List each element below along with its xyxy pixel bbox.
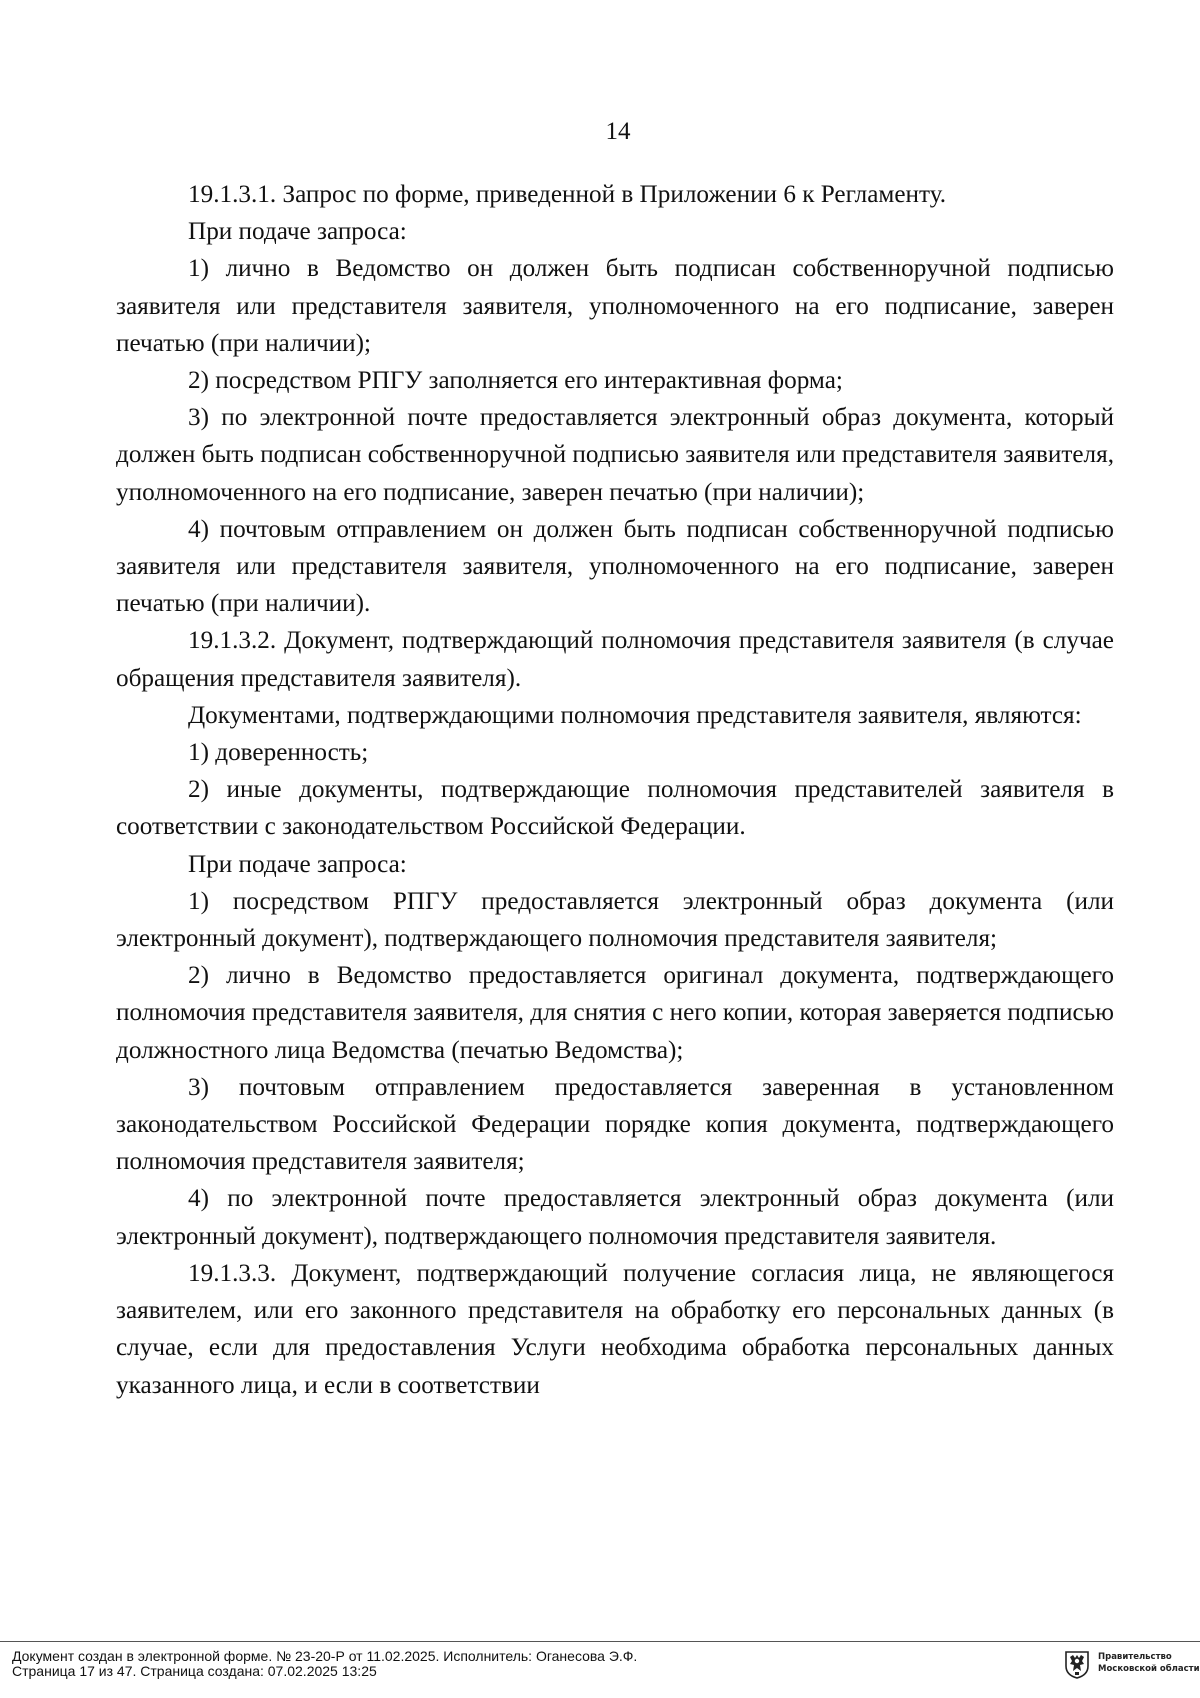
- page-number: 14: [605, 118, 631, 145]
- government-name: Правительство Московской области: [1098, 1652, 1200, 1674]
- paragraph: 1) лично в Ведомство он должен быть подписан собственноручной подписью заявителя или представителя заявителя, уполномоченного на его подписание, заверен печатью (при наличии);: [116, 255, 1114, 357]
- paragraph: При подаче запроса:: [188, 850, 407, 878]
- paragraph: 4) почтовым отправлением он должен быть подписан собственноручной подписью заявителя или представителя заявителя, уполномоченного на его подписание, заверен печатью (при наличии).: [116, 515, 1114, 618]
- paragraph: 2) лично в Ведомство предоставляется оригинал документа, подтверждающего полномочия представителя заявителя, для снятия с него копии, которая заверяется подписью должностного лица Ведомства (печатью Ведомства);: [116, 962, 1114, 1064]
- paragraph: 2) иные документы, подтверждающие полномочия представителей заявителя в соответствии с законодательством Российской Федерации.: [116, 776, 1114, 841]
- paragraph: При подаче запроса:: [188, 218, 407, 246]
- paragraph: 3) по электронной почте предоставляется электронный образ документа, который должен быть подписан собственноручной подписью заявителя или представителя заявителя, уполномоченного на его подписание, заверен печатью (при наличии);: [116, 404, 1114, 506]
- footer-metadata: [12, 1649, 637, 1679]
- footer-page-info: Страница 17 из 47. Страница создана: 07.02.2025 13:25: [12, 1663, 377, 1679]
- paragraph: 2) посредством РПГУ заполняется его интерактивная форма;: [188, 367, 843, 395]
- paragraph: 19.1.3.2. Документ, подтверждающий полномочия представителя заявителя (в случае обращения представителя заявителя).: [116, 627, 1114, 692]
- footer-divider: [0, 1641, 1200, 1642]
- paragraph: 1) доверенность;: [188, 739, 369, 767]
- paragraph: 1) посредством РПГУ предоставляется электронный образ документа (или электронный документ), подтверждающего полномочия представителя заявителя;: [116, 887, 1114, 953]
- paragraph: Документами, подтверждающими полномочия представителя заявителя, являются:: [188, 701, 1082, 729]
- moscow-oblast-emblem-icon: [1064, 1649, 1090, 1679]
- footer-document-info: Документ создан в электронной форме. № 23-20-Р от 11.02.2025. Исполнитель: Оганесова Э.Ф.: [12, 1648, 638, 1664]
- document-body: [116, 176, 1114, 1404]
- paragraph: 4) по электронной почте предоставляется электронный образ документа (или электронный документ), подтверждающего полномочия представителя заявителя.: [116, 1185, 1114, 1250]
- paragraph: 19.1.3.3. Документ, подтверждающий получение согласия лица, не являющегося заявителем, или его законного представителя на обработку его персональных данных (в случае, если для предоставления Услуги необходима обработка персональных данных указанного лица, и если в соответствии: [116, 1259, 1114, 1399]
- paragraph: 3) почтовым отправлением предоставляется заверенная в установленном законодательством Российской Федерации порядке копия документа, подтверждающего полномочия представителя заявителя;: [116, 1073, 1114, 1176]
- paragraph: 19.1.3.1. Запрос по форме, приведенной в Приложении 6 к Регламенту.: [188, 181, 947, 208]
- government-logo: [1064, 1648, 1200, 1682]
